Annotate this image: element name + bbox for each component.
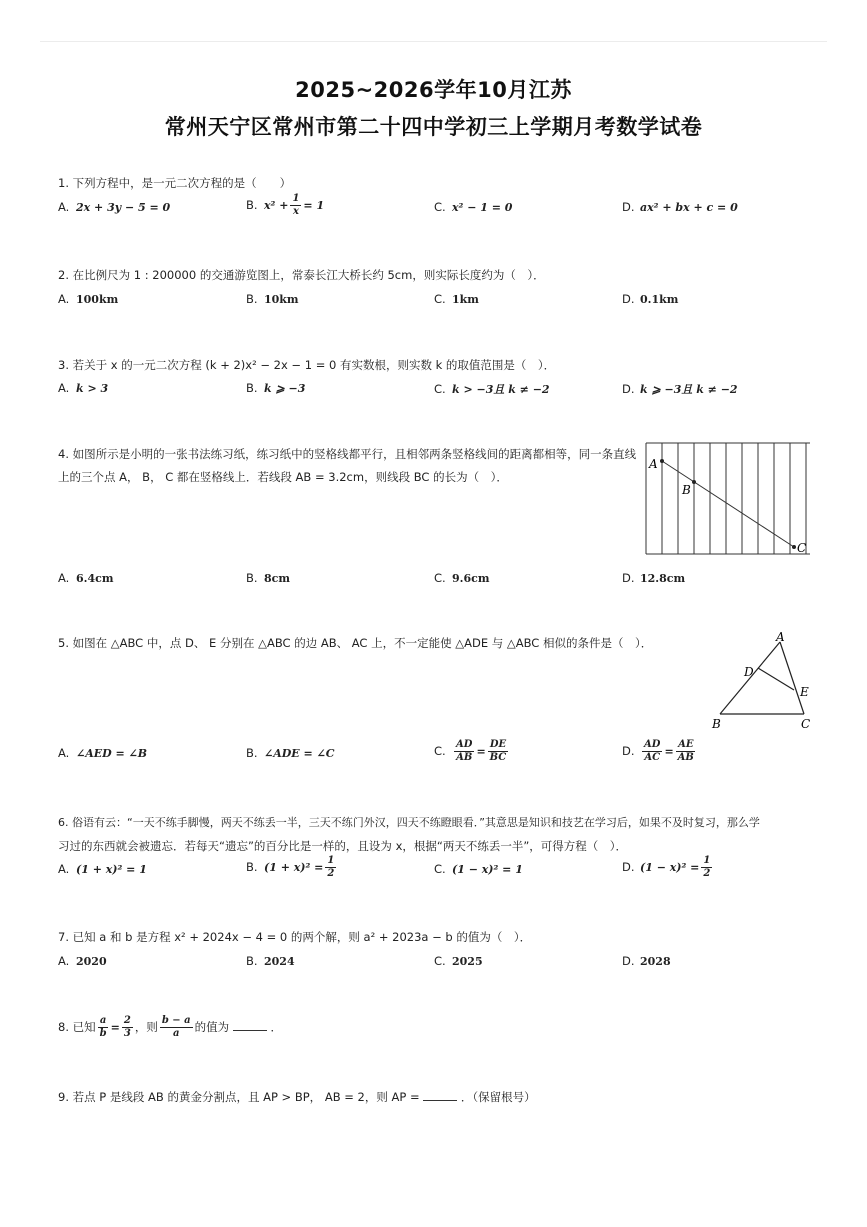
- exam-title-line1: 2025~2026学年10月江苏: [295, 78, 572, 102]
- option-a[interactable]: A. ∠AED = ∠B: [58, 746, 148, 760]
- option-b[interactable]: B. (1 + x)² = $\frac{1}{2}$: [246, 855, 335, 879]
- answer-blank[interactable]: [233, 1018, 267, 1031]
- option-a[interactable]: A. 100km: [58, 292, 119, 306]
- exam-title-line2: 常州天宁区常州市第二十四中学初三上学期月考数学试卷: [164, 115, 703, 139]
- label-c: C: [797, 541, 807, 555]
- fraction: $\frac{b - a}{a}$: [161, 1015, 191, 1039]
- option-d[interactable]: D. 12.8cm: [622, 571, 686, 585]
- option-c[interactable]: C. $\frac{AD}{AB}$ = $\frac{DE}{BC}$: [434, 739, 507, 763]
- option-b[interactable]: B. 8cm: [246, 571, 290, 585]
- option-d[interactable]: D. 0.1km: [622, 292, 679, 306]
- option-d[interactable]: D. ax² + bx + c = 0: [622, 200, 738, 214]
- question-stem-line1: 4. 如图所示是小明的一张书法练习纸，练习纸中的竖格线都平行，且相邻两条竖格线间的距离都相等，同一条直线: [58, 447, 637, 461]
- option-d[interactable]: D. (1 − x)² = $\frac{1}{2}$: [622, 855, 711, 879]
- option-d[interactable]: D. k ⩾ −3且 k ≠ −2: [622, 382, 738, 396]
- option-a[interactable]: A. 2x + 3y − 5 = 0: [58, 200, 171, 214]
- option-b[interactable]: B. 10km: [246, 292, 299, 306]
- option-a[interactable]: A. 2020: [58, 954, 107, 968]
- fraction: $\frac{AD}{AB}$: [456, 739, 473, 763]
- fraction: $\frac{1}{2}$: [703, 855, 711, 879]
- label-e: E: [800, 685, 809, 699]
- fraction: $\frac{DE}{BC}$: [489, 739, 507, 763]
- question-stem-line2: 上的三个点 A， B， C 都在竖格线上．若线段 AB = 3.2cm，则线段 BC 的长为（ ）．: [58, 470, 508, 484]
- option-d[interactable]: D. 2028: [622, 954, 671, 968]
- option-c[interactable]: C. 1km: [434, 292, 479, 306]
- fraction: $\frac{a}{b}$: [99, 1015, 107, 1039]
- option-b[interactable]: B. x² + $\frac{1}{x}$ = 1: [246, 193, 325, 217]
- question-stem-line1: 6. 俗语有云：“一天不练手脚慢，两天不练丢一半，三天不练门外汉，四天不练瞪眼看．”其意思是知识和技艺在学习后，如果不及时复习，那么学: [58, 816, 760, 829]
- question-9: 9. 若点 P 是线段 AB 的黄金分割点，且 AP > BP， AB = 2，则 AP = ．（保留根号）: [58, 1090, 536, 1104]
- fraction: $\frac{AD}{AC}$: [644, 739, 661, 763]
- point-c: [792, 545, 796, 549]
- top-divider: [40, 41, 827, 42]
- question-stem: 2. 在比例尺为 1 : 200000 的交通游览图上，常泰长江大桥长约 5cm，则实际长度约为（ ）．: [58, 268, 545, 282]
- question-stem-line2: 习过的东西就会被遗忘．若每天“遗忘”的百分比是一样的，且设为 x，根据“两天不练丢一半”，可得方程（ ）．: [58, 839, 628, 853]
- option-b[interactable]: B. 2024: [246, 954, 295, 968]
- question-8: 8. 已知 $\frac{a}{b}$ = $\frac{2}{3}$ ，则 $\frac{b - a}{a}$ 的值为 ．: [58, 1015, 282, 1039]
- label-b: B: [682, 483, 691, 497]
- option-c[interactable]: C. (1 − x)² = 1: [434, 862, 523, 876]
- question-stem: 5. 如图在 △ABC 中，点 D、 E 分别在 △ABC 的边 AB、 AC 上，不一定能使 △ADE 与 △ABC 相似的条件是（ ）．: [58, 636, 653, 650]
- option-b[interactable]: B. ∠ADE = ∠C: [246, 746, 335, 760]
- fraction: $\frac{AE}{AB}$: [677, 739, 694, 763]
- label-c: C: [801, 717, 811, 731]
- option-c[interactable]: C. 9.6cm: [434, 571, 490, 585]
- fraction: $\frac{2}{3}$: [123, 1015, 131, 1039]
- calligraphy-grid-figure: [644, 442, 814, 558]
- point-a: [660, 459, 664, 463]
- fraction: $\frac{1}{x}$: [292, 193, 300, 217]
- question-stem: 1. 下列方程中，是一元二次方程的是（ ）: [58, 176, 292, 190]
- option-d[interactable]: D. $\frac{AD}{AC}$ = $\frac{AE}{AB}$: [622, 739, 694, 763]
- label-d: D: [744, 665, 754, 679]
- label-a: A: [649, 457, 658, 471]
- point-b: [692, 480, 696, 484]
- option-c[interactable]: C. x² − 1 = 0: [434, 200, 513, 214]
- triangle-figure: [708, 630, 818, 732]
- label-a: A: [776, 630, 785, 644]
- question-stem: 3. 若关于 x 的一元二次方程 (k + 2)x² − 2x − 1 = 0 有实数根，则实数 k 的取值范围是（ ）．: [58, 358, 556, 372]
- option-b[interactable]: B. k ⩾ −3: [246, 381, 306, 395]
- label-b: B: [712, 717, 721, 731]
- option-c[interactable]: C. 2025: [434, 954, 483, 968]
- option-a[interactable]: A. k > 3: [58, 381, 109, 395]
- question-stem: 7. 已知 a 和 b 是方程 x² + 2024x − 4 = 0 的两个解，则 a² + 2023a − b 的值为（ ）．: [58, 930, 532, 944]
- option-a[interactable]: A. (1 + x)² = 1: [58, 862, 147, 876]
- option-a[interactable]: A. 6.4cm: [58, 571, 114, 585]
- fraction: $\frac{1}{2}$: [327, 855, 335, 879]
- answer-blank[interactable]: [423, 1088, 457, 1101]
- option-c[interactable]: C. k > −3且 k ≠ −2: [434, 382, 550, 396]
